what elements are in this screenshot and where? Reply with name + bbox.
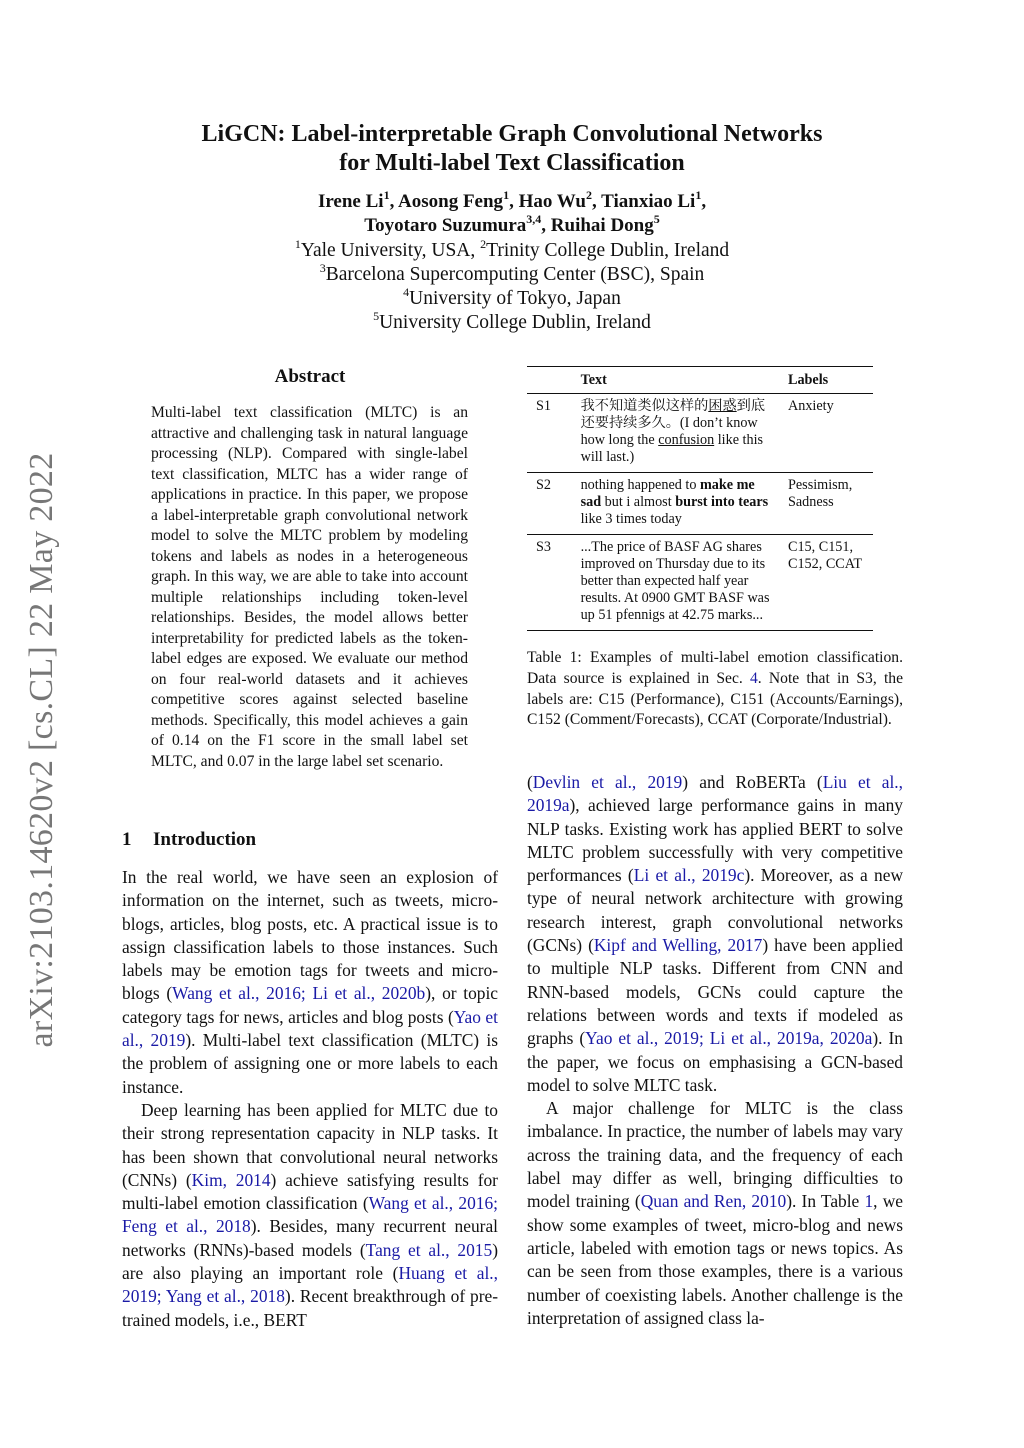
author-name: Hao Wu: [518, 191, 586, 212]
citation-link[interactable]: Wang et al., 2016; Li et al., 2020b: [172, 983, 426, 1004]
header-cell: Text: [580, 372, 607, 388]
table-row: [527, 394, 873, 473]
row-labels: C15, C151, C152, CCAT: [787, 539, 863, 572]
citation-link[interactable]: Kim, 2014: [191, 1169, 271, 1190]
row-text: 我不知道类似这样的困惑到底还要持续多久。(I don’t know how long the confusion like this will last.): [580, 398, 766, 465]
citation-link[interactable]: Yao et al., 2019: [122, 1006, 498, 1051]
citation-link[interactable]: Wang et al., 2016; Feng et al., 2018: [122, 1193, 498, 1237]
row-labels: Anxiety: [787, 398, 834, 414]
author-name: Ruihai Dong: [550, 215, 654, 236]
citation-link[interactable]: Yao et al., 2019; Li et al., 2019a, 2020a: [585, 1028, 873, 1049]
affiliation-list: [120, 239, 904, 335]
row-id: S2: [536, 477, 551, 493]
author-affiliation-mark: 1: [383, 188, 390, 202]
examples-table: [527, 366, 873, 631]
author-name: Toyotaro Suzumura: [364, 215, 527, 236]
citation-link[interactable]: Huang et al., 2019; Yang et al., 2018: [122, 1263, 499, 1307]
abstract-text: Multi-label text classification (MLTC) is an attractive and challenging task in natural language processing (NLP). Compared with single-label text classification, MLTC has a wider range of applications in practice. In this paper, we propose a label-interpretable graph convolutional network model to solve the MLTC problem by modeling tokens and labels as nodes in a heterogeneous graph. In this way, we are able to take into account multiple relationships including token-level relationships. Besides, the model allows better interpretability for predicted labels as the token-label edges are exposed. We evaluate our method on four real-world datasets and it achieves competitive scores against selected baseline methods. Specifically, this model achieves a gain of 0.14 on the F1 score in the small label set MLTC, and 0.07 in the large label set scenario.: [151, 404, 468, 770]
paragraph: In the real world, we have seen an explosion of information on the internet, such as tweets, micro-blogs, articles, blog posts, etc. A practical issue is to assign classification labels to those instances. Such labels may be emotion tags for tweets and micro-blogs (Wang et al., 2016; Li et al., 2020b), or topic category tags for news, articles and blog posts (Yao et al., 2019). Multi-label text classification (MLTC) is the problem of assigning one or more labels to each instance.: [122, 867, 499, 1097]
row-text: nothing happened to make me sad but i almost burst into tears like 3 times today: [580, 477, 769, 527]
author-affiliation-mark: 2: [585, 188, 592, 202]
affiliation-line: $^5$University College Dublin, Ireland: [373, 309, 651, 333]
affiliation-line: $^4$University of Tokyo, Japan: [403, 285, 621, 309]
author-name: Aosong Feng: [398, 191, 504, 212]
author-line-1: Irene Li$^1$, Aosong Feng$^1$, Hao Wu$^2$, Tianxiao Li$^1$,: [317, 188, 707, 212]
header-cell: Labels: [787, 372, 829, 388]
section-title: Introduction: [153, 829, 257, 850]
abstract-heading: Abstract: [274, 366, 346, 387]
author-line-2: Toyotaro Suzumura$^{3,4}$, Ruihai Dong$^5$: [364, 212, 660, 236]
citation-link[interactable]: Devlin et al., 2019: [532, 772, 683, 792]
table-row: [527, 473, 873, 535]
author-affiliation-mark: 1: [695, 188, 702, 202]
row-text: ...The price of BASF AG shares improved on Thursday due to its better than expected half year results. At 0900 GMT BASF was up 51 pfennigs at 42.75 marks...: [580, 539, 770, 623]
paper-title: [120, 120, 904, 178]
paragraph: A major challenge for MLTC is the class imbalance. In practice, the number of labels may vary across the training data, and the frequency of each label may differ as well, bringing difficulties to model training (Quan and Ren, 2010). In Table 1, we show some examples of tweet, micro-blog and news article, labeled with emotion tags or news topics. As can be seen from those examples, there is a various number of coexisting labels. Another challenge is the interpretation of assigned class la-: [527, 1098, 903, 1328]
section-number: 1: [122, 829, 132, 850]
citation-link[interactable]: Quan and Ren, 2010: [640, 1191, 787, 1212]
section-heading: [122, 829, 256, 851]
table-caption: Table 1: Examples of multi-label emotion classification. Data source is explained in Sec. 4. Note that in S3, the labels are: C15 (Performance), C151 (Accounts/Earnings), C152 (Comment/Forecasts), CCAT (Corporate/Industrial).: [527, 649, 903, 729]
table-ref-link[interactable]: 1: [864, 1191, 874, 1212]
citation-link[interactable]: Tang et al., 2015: [365, 1239, 493, 1260]
author-name: Irene Li: [317, 191, 384, 212]
right-column-body: [527, 771, 903, 1330]
author-affiliation-mark: 5: [653, 212, 660, 226]
citation-link[interactable]: Li et al., 2019c: [633, 865, 745, 886]
row-labels: Pessimism, Sadness: [787, 477, 853, 510]
author-list: [120, 190, 904, 238]
table-row: [527, 535, 873, 631]
row-id: S1: [536, 398, 551, 414]
arxiv-sidebar: [12, 440, 72, 1060]
author-name: Tianxiao Li: [601, 191, 696, 212]
title-line-2: for Multi-label Text Classification: [339, 150, 685, 176]
table-header-row: [527, 367, 873, 394]
author-affiliation-mark: 3,4: [526, 212, 542, 226]
paragraph: Deep learning has been applied for MLTC due to their strong representation capacity in NLP tasks. It has been shown that convolutional neural networks (CNNs) (Kim, 2014) achieve satisfying results for multi-label emotion classification (Wang et al., 2016; Feng et al., 2018). Besides, many recurrent neural networks (RNNs)-based models (Tang et al., 2015) are also playing an important role (Huang et al., 2019; Yang et al., 2018). Recent breakthrough of pre-trained models, i.e., BERT: [122, 1099, 499, 1330]
row-id: S3: [536, 539, 551, 555]
author-affiliation-mark: 1: [503, 188, 510, 202]
arxiv-identifier: arXiv:2103.14620v2 [cs.CL] 22 May 2022: [23, 452, 60, 1048]
affiliation-line: $^3$Barcelona Supercomputing Center (BSC), Spain: [319, 261, 705, 285]
title-line-1: LiGCN: Label-interpretable Graph Convolutional Networks: [201, 121, 823, 147]
section-ref-link[interactable]: 4: [749, 669, 758, 687]
paragraph: (Devlin et al., 2019) and RoBERTa (Liu et al., 2019a), achieved large performance gains in many NLP tasks. Existing work has applied BERT to solve MLTC problem successfully with very competitive performances (Li et al., 2019c). Moreover, as a new type of neural network architecture with growing research interest, graph convolutional networks (GCNs) (Kipf and Welling, 2017) have been applied to multiple NLP tasks. Different from CNN and RNN-based models, GCNs could capture the relations between words and texts if modeled as graphs (Yao et al., 2019; Li et al., 2019a, 2020a). In the paper, we focus on emphasising a GCN-based model to solve MLTC task.: [527, 772, 903, 1095]
citation-link[interactable]: Kipf and Welling, 2017: [593, 935, 763, 956]
affiliation-line: $^1$Yale University, USA, $^2$Trinity College Dublin, Ireland: [294, 237, 730, 261]
citation-link[interactable]: Liu et al., 2019a: [527, 772, 903, 816]
header-cell: [527, 367, 581, 394]
left-column-body: [122, 866, 498, 1332]
